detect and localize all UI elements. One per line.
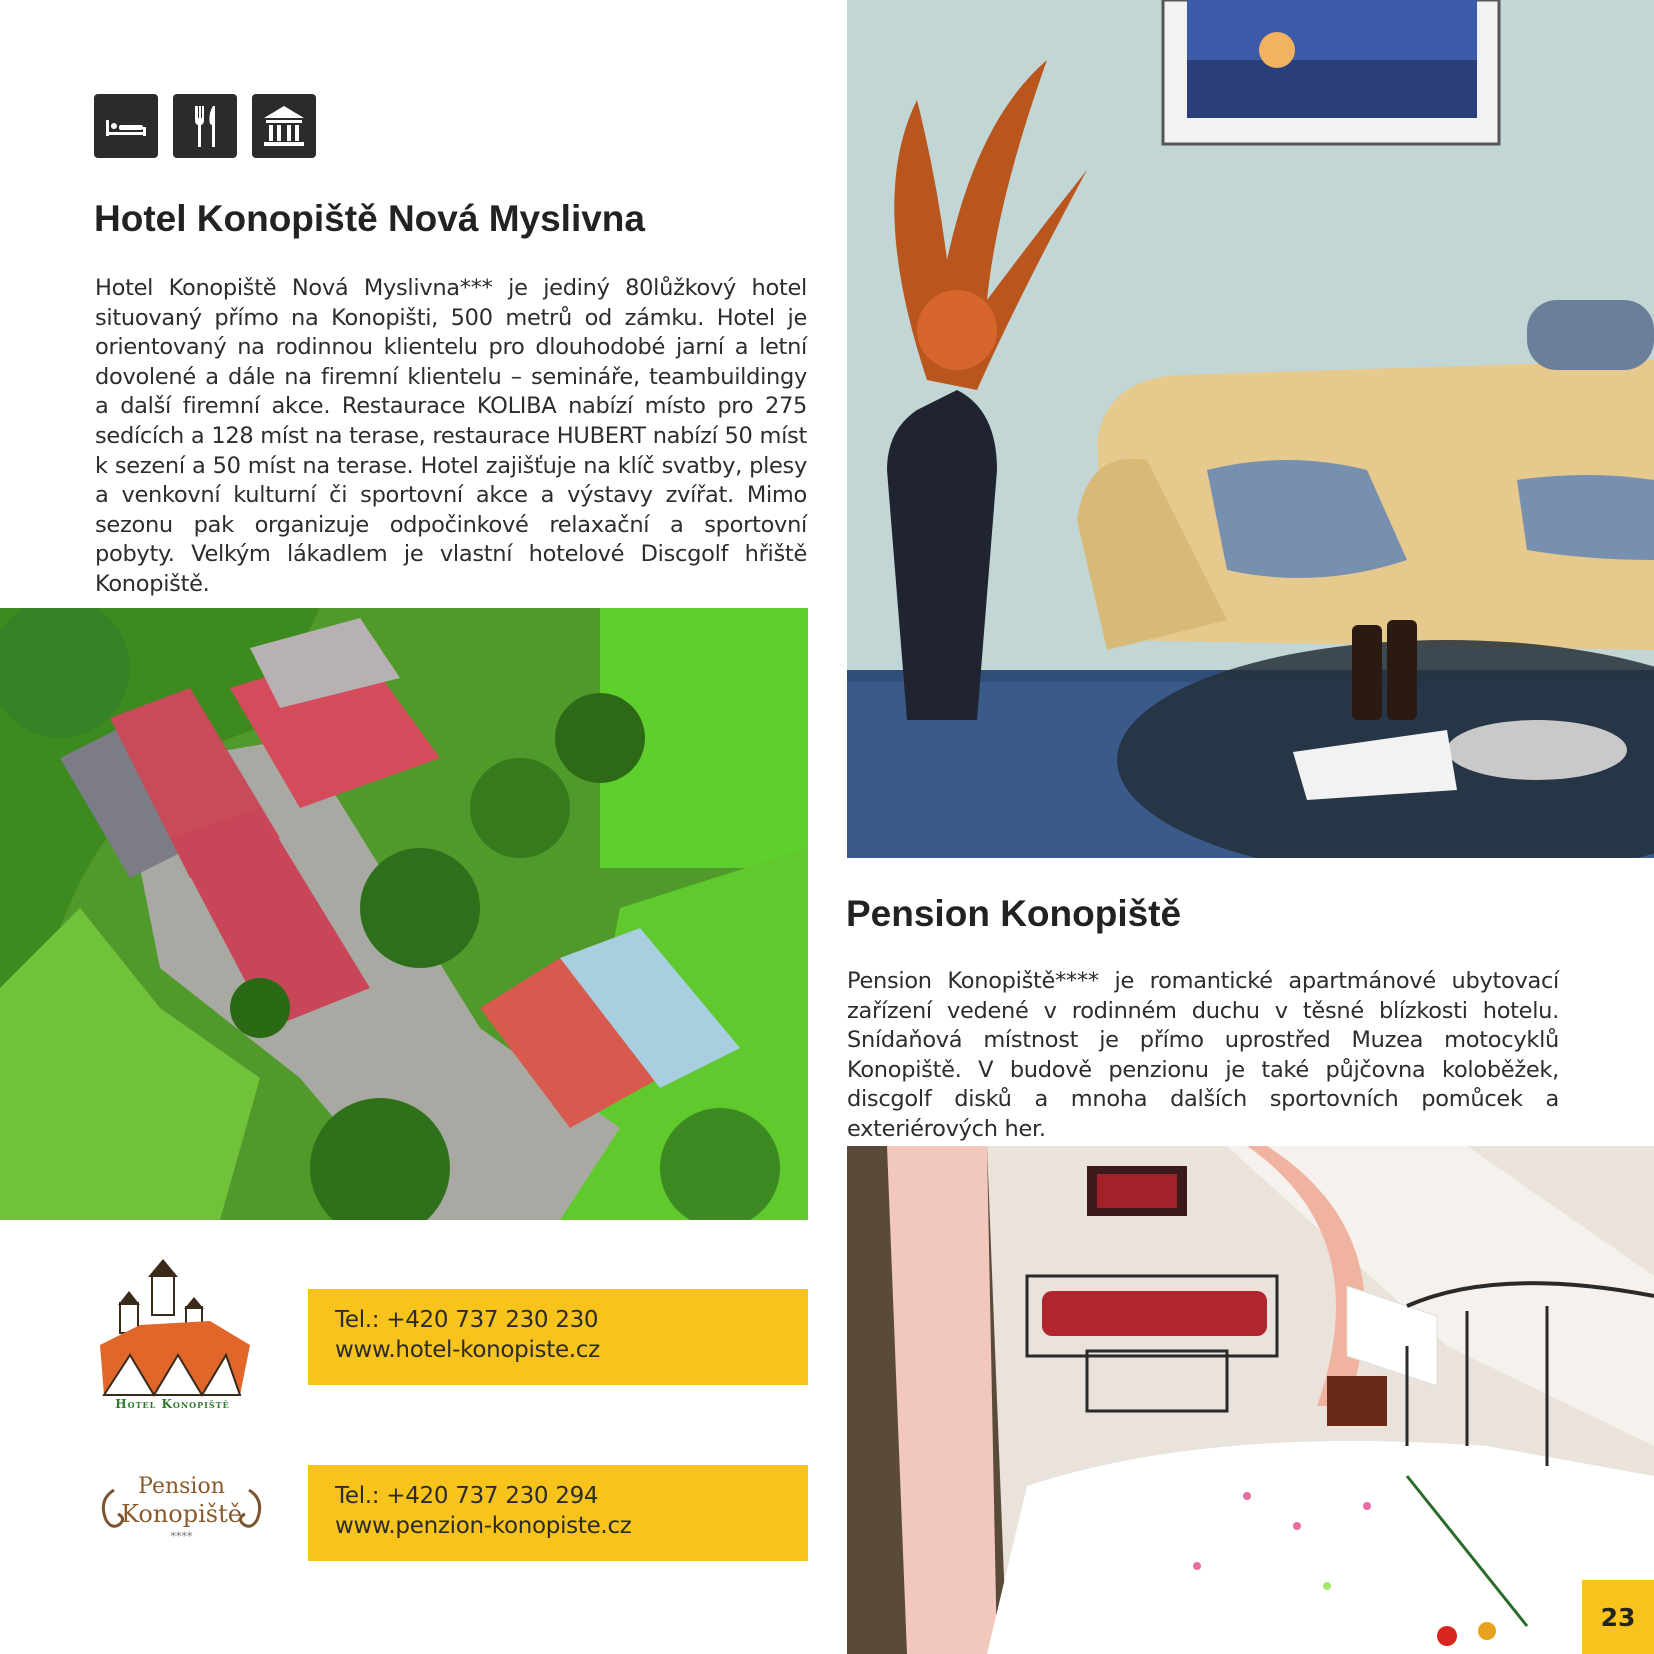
aerial-hotel-photo [0, 608, 808, 1220]
bedroom-photo [847, 1146, 1654, 1654]
living-room-photo [847, 0, 1654, 858]
pension-logo-line2: Konopiště [121, 1500, 242, 1528]
hotel-website-link[interactable]: www.hotel-konopiste.cz [335, 1337, 600, 1363]
pension-title: Pension Konopiště [846, 893, 1182, 934]
pension-logo-stars: **** [170, 1530, 193, 1543]
pension-website-link[interactable]: www.penzion-konopiste.cz [335, 1513, 632, 1539]
pension-logo [94, 1470, 269, 1550]
pension-logo-line1: Pension [138, 1474, 225, 1499]
pension-phone: Tel.: +420 737 230 294 [335, 1483, 599, 1509]
pension-contact-box [308, 1465, 808, 1561]
hotel-logo-text: Hotel Konopiště [115, 1397, 230, 1411]
hotel-phone: Tel.: +420 737 230 230 [335, 1307, 599, 1333]
page-number: 23 [1582, 1580, 1654, 1654]
museum-icon [252, 94, 316, 158]
hotel-contact-box [308, 1289, 808, 1385]
hotel-title: Hotel Konopiště Nová Myslivna [94, 198, 645, 239]
bed-icon [94, 94, 158, 158]
pension-description: Pension Konopiště**** je romantické apartmánové ubytovací zařízení vedené v rodinném duchu v těsné blízkosti hotelu. Snídaňová místnost je přímo uprostřed Muzea motocyklů Konopiště. V budově penzionu je také půjčovna koloběžek, discgolf disků a mnoha dalších sportovních pomůcek a exteriérových her. [847, 968, 1559, 1142]
hotel-logo [90, 1255, 255, 1415]
hotel-description: Hotel Konopiště Nová Myslivna*** je jediný 80lůžkový hotel situovaný přímo na Konopišti, 500 metrů od zámku. Hotel je orientovaný na rodinnou klientelu pro dlouhodobé jarní a letní dovolené a dále na firemní klientelu – semináře, teambuildingy a další firemní akce. Restaurace KOLIBA nabízí místo pro 275 sedících a 128 míst na terase, restaurace HUBERT nabízí 50 míst k sezení a 50 míst na terase. Hotel zajišťuje na klíč svatby, plesy a venkovní kulturní či sportovní akce a výstavy zvířat. Mimo sezonu pak organizuje odpočinkové relaxační a sportovní pobyty. Velkým lákadlem je vlastní hotelové Discgolf hřiště Konopiště. [95, 275, 807, 597]
cutlery-icon [173, 94, 237, 158]
